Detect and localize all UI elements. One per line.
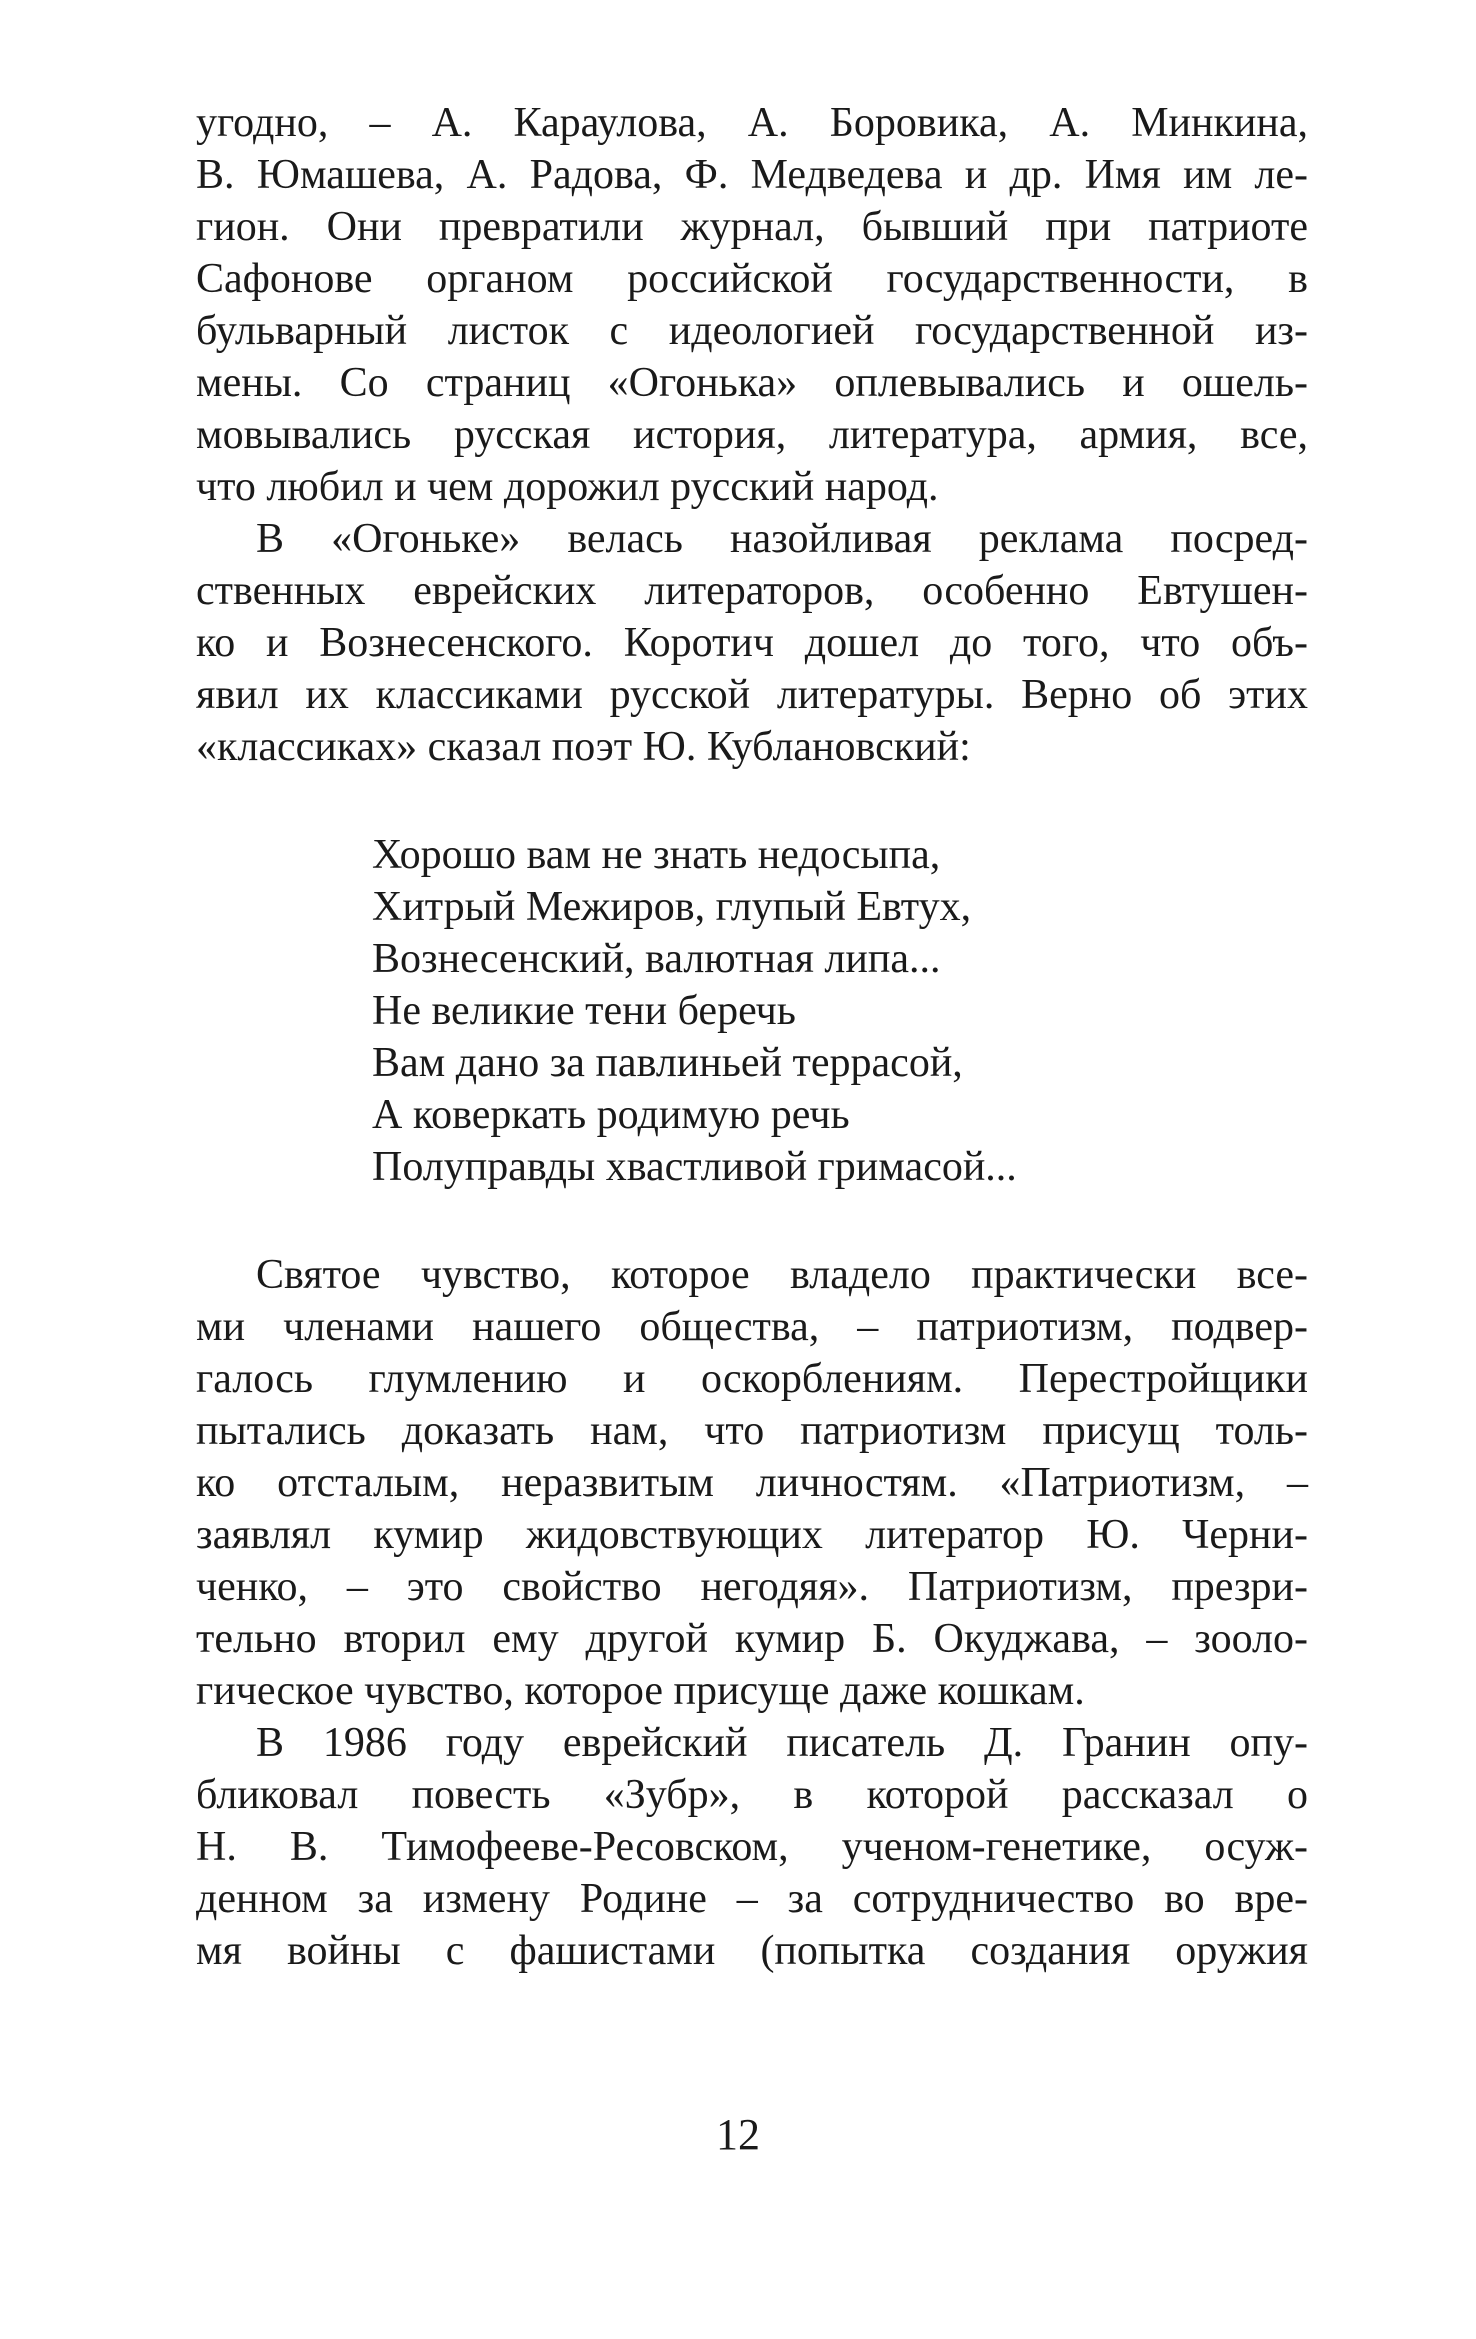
text-line: В. Юмашева, А. Радова, Ф. Медведева и др. Имя им ле- (196, 152, 1308, 198)
text-line: Святое чувство, которое владело практически все- (256, 1252, 1308, 1298)
poem-line: А коверкать родимую речь (372, 1092, 850, 1138)
text-line: бульварный листок с идеологией государственной из- (196, 308, 1308, 354)
text-line: гическое чувство, которое присуще даже кошкам. (196, 1668, 1085, 1714)
text-line: ми членами нашего общества, – патриотизм, подвер- (196, 1304, 1308, 1350)
text-line: денном за измену Родине – за сотрудничество во вре- (196, 1876, 1308, 1922)
poem-line: Вам дано за павлиньей террасой, (372, 1040, 963, 1086)
text-line: ко и Вознесенского. Коротич дошел до того, что объ- (196, 620, 1308, 666)
text-line: Сафонове органом российской государственности, в (196, 256, 1308, 302)
text-line: мя войны с фашистами (попытка создания оружия (196, 1928, 1308, 1974)
text-line: В 1986 году еврейский писатель Д. Гранин опу- (256, 1720, 1308, 1766)
poem-line: Вознесенский, валютная липа... (372, 936, 941, 982)
text-line: ко отсталым, неразвитым личностям. «Патриотизм, – (196, 1460, 1308, 1506)
poem-line: Полуправды хвастливой гримасой... (372, 1144, 1017, 1190)
poem-line: Хорошо вам не знать недосыпа, (372, 832, 941, 878)
text-line: явил их классиками русской литературы. Верно об этих (196, 672, 1308, 718)
text-line: мены. Со страниц «Огонька» оплевывались и ошель- (196, 360, 1308, 406)
text-line: бликовал повесть «Зубр», в которой рассказал о (196, 1772, 1308, 1818)
text-line: «классиках» сказал поэт Ю. Кублановский: (196, 724, 971, 770)
page-number: 12 (716, 2110, 760, 2159)
text-line: что любил и чем дорожил русский народ. (196, 464, 939, 510)
poem-line: Хитрый Межиров, глупый Евтух, (372, 884, 972, 930)
text-line: галось глумлению и оскорблениям. Перестройщики (196, 1356, 1308, 1402)
text-line: Н. В. Тимофееве-Ресовском, ученом-генетике, осуж- (196, 1824, 1308, 1870)
text-line: пытались доказать нам, что патриотизм присущ толь- (196, 1408, 1308, 1454)
text-line: тельно вторил ему другой кумир Б. Окуджава, – зооло- (196, 1616, 1308, 1662)
text-line: В «Огоньке» велась назойливая реклама посред- (256, 516, 1308, 562)
poem-line: Не великие тени беречь (372, 988, 796, 1034)
text-line: мовывались русская история, литература, армия, все, (196, 412, 1308, 458)
text-line: заявлял кумир жидовствующих литератор Ю. Черни- (196, 1512, 1308, 1558)
text-line: ченко, – это свойство негодяя». Патриотизм, презри- (196, 1564, 1308, 1610)
text-line: гион. Они превратили журнал, бывший при патриоте (196, 204, 1308, 250)
text-line: угодно, – А. Караулова, А. Боровика, А. Минкина, (196, 100, 1308, 146)
text-line: ственных еврейских литераторов, особенно Евтушен- (196, 568, 1308, 614)
